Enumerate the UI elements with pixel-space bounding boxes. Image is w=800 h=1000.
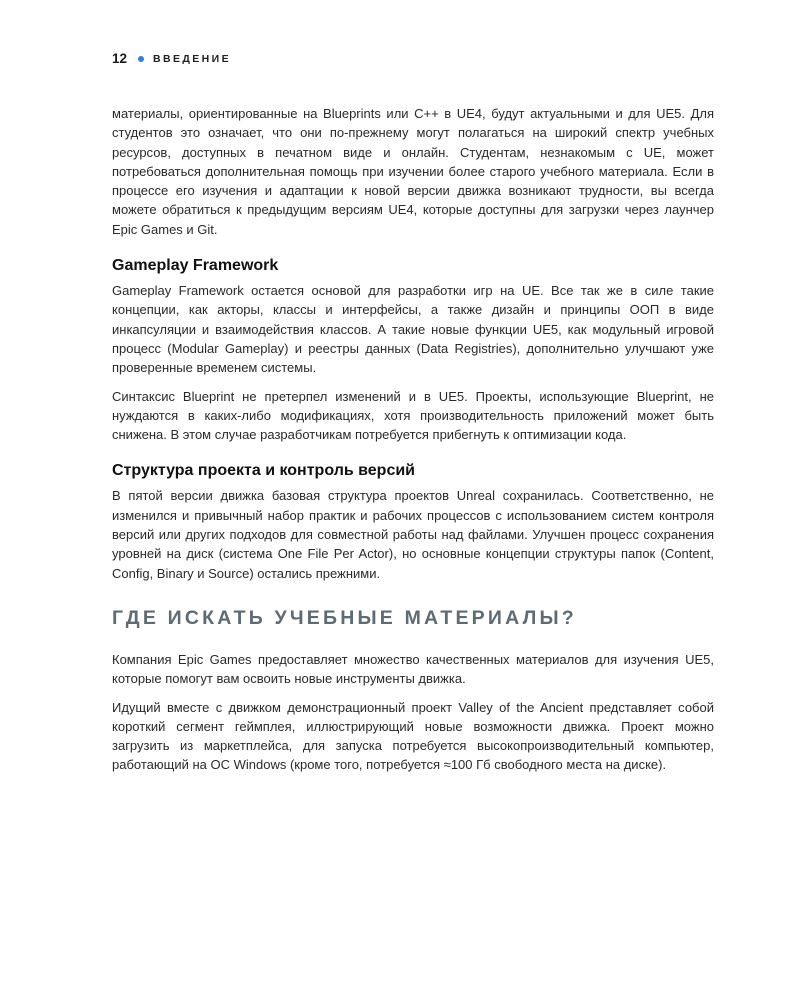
project-structure-paragraph: В пятой версии движка базовая структура проектов Unreal сохранилась. Соответственно, не изменился и привычный набор практик и рабочих процессов с использованием систем контроля версий или других подходов для совместной работы над файлами. Улучшен процесс сохранения уровней на диск (система One File Per Actor), но основные концепции структуры папок (Content, Config, Binary и Source) остались прежними. [112,488,714,581]
bullet-dot-icon [138,56,144,62]
intro-paragraph: материалы, ориентированные на Blueprints или C++ в UE4, будут актуальными и для UE5. Для студентов это означает, что они по-прежнему могут полагаться на широкий спектр учебных ресурсов, доступных в печатном виде и онлайн. Студентам, незнакомым с UE, может потребоваться дополнительная помощь при изучении более старого учебного материала. Если в процессе его изучения и адаптации к новой версии движка возникают трудности, вы всегда можете обратиться к предыдущим версиям UE4, которые доступны для загрузки через лаунчер Epic Games и Git. [112,106,714,237]
gameplay-framework-heading: Gameplay Framework [112,257,279,275]
gameplay-paragraph-2: Синтаксис Blueprint не претерпел изменений и в UE5. Проекты, использующие Blueprint, не нуждаются в каких-либо модификациях, хотя производительность приложений может быть снижена. В этом случае разработчикам потребуется прибегнуть к оптимизации кода. [112,388,714,443]
page-body [112,104,714,784]
running-head [112,51,231,66]
learning-materials-paragraph-1: Компания Epic Games предоставляет множество качественных материалов для изучения UE5, которые помогут вам освоить новые инструменты движка. [112,651,714,687]
learning-materials-heading: ГДЕ ИСКАТЬ УЧЕБНЫЕ МАТЕРИАЛЫ? [112,606,577,629]
learning-materials-paragraph-2: Идущий вместе с движком демонстрационный проект Valley of the Ancient представляет собой короткий сегмент геймплея, иллюстрирующий новые возможности движка. Проект можно загрузить из маркетплейса, для запуска потребуется высокопроизводительный компьютер, работающий на ОС Windows (кроме того, потребуется ≈100 Гб свободного места на диске). [112,699,714,773]
chapter-name: ВВЕДЕНИЕ [153,52,232,65]
page-number: 12 [112,51,128,66]
gameplay-paragraph-1: Gameplay Framework остается основой для разработки игр на UE. Все так же в силе такие концепции, как акторы, классы и интерфейсы, а также дизайн и принципы ООП в виде инкапсуляции и взаимодействия классов. А такие новые функции UE5, как модульный игровой процесс (Modular Gameplay) и реестры данных (Data Registries), дополнительно улучшают уже проверенные временем системы. [112,283,714,376]
project-structure-heading: Структура проекта и контроль версий [112,462,416,480]
